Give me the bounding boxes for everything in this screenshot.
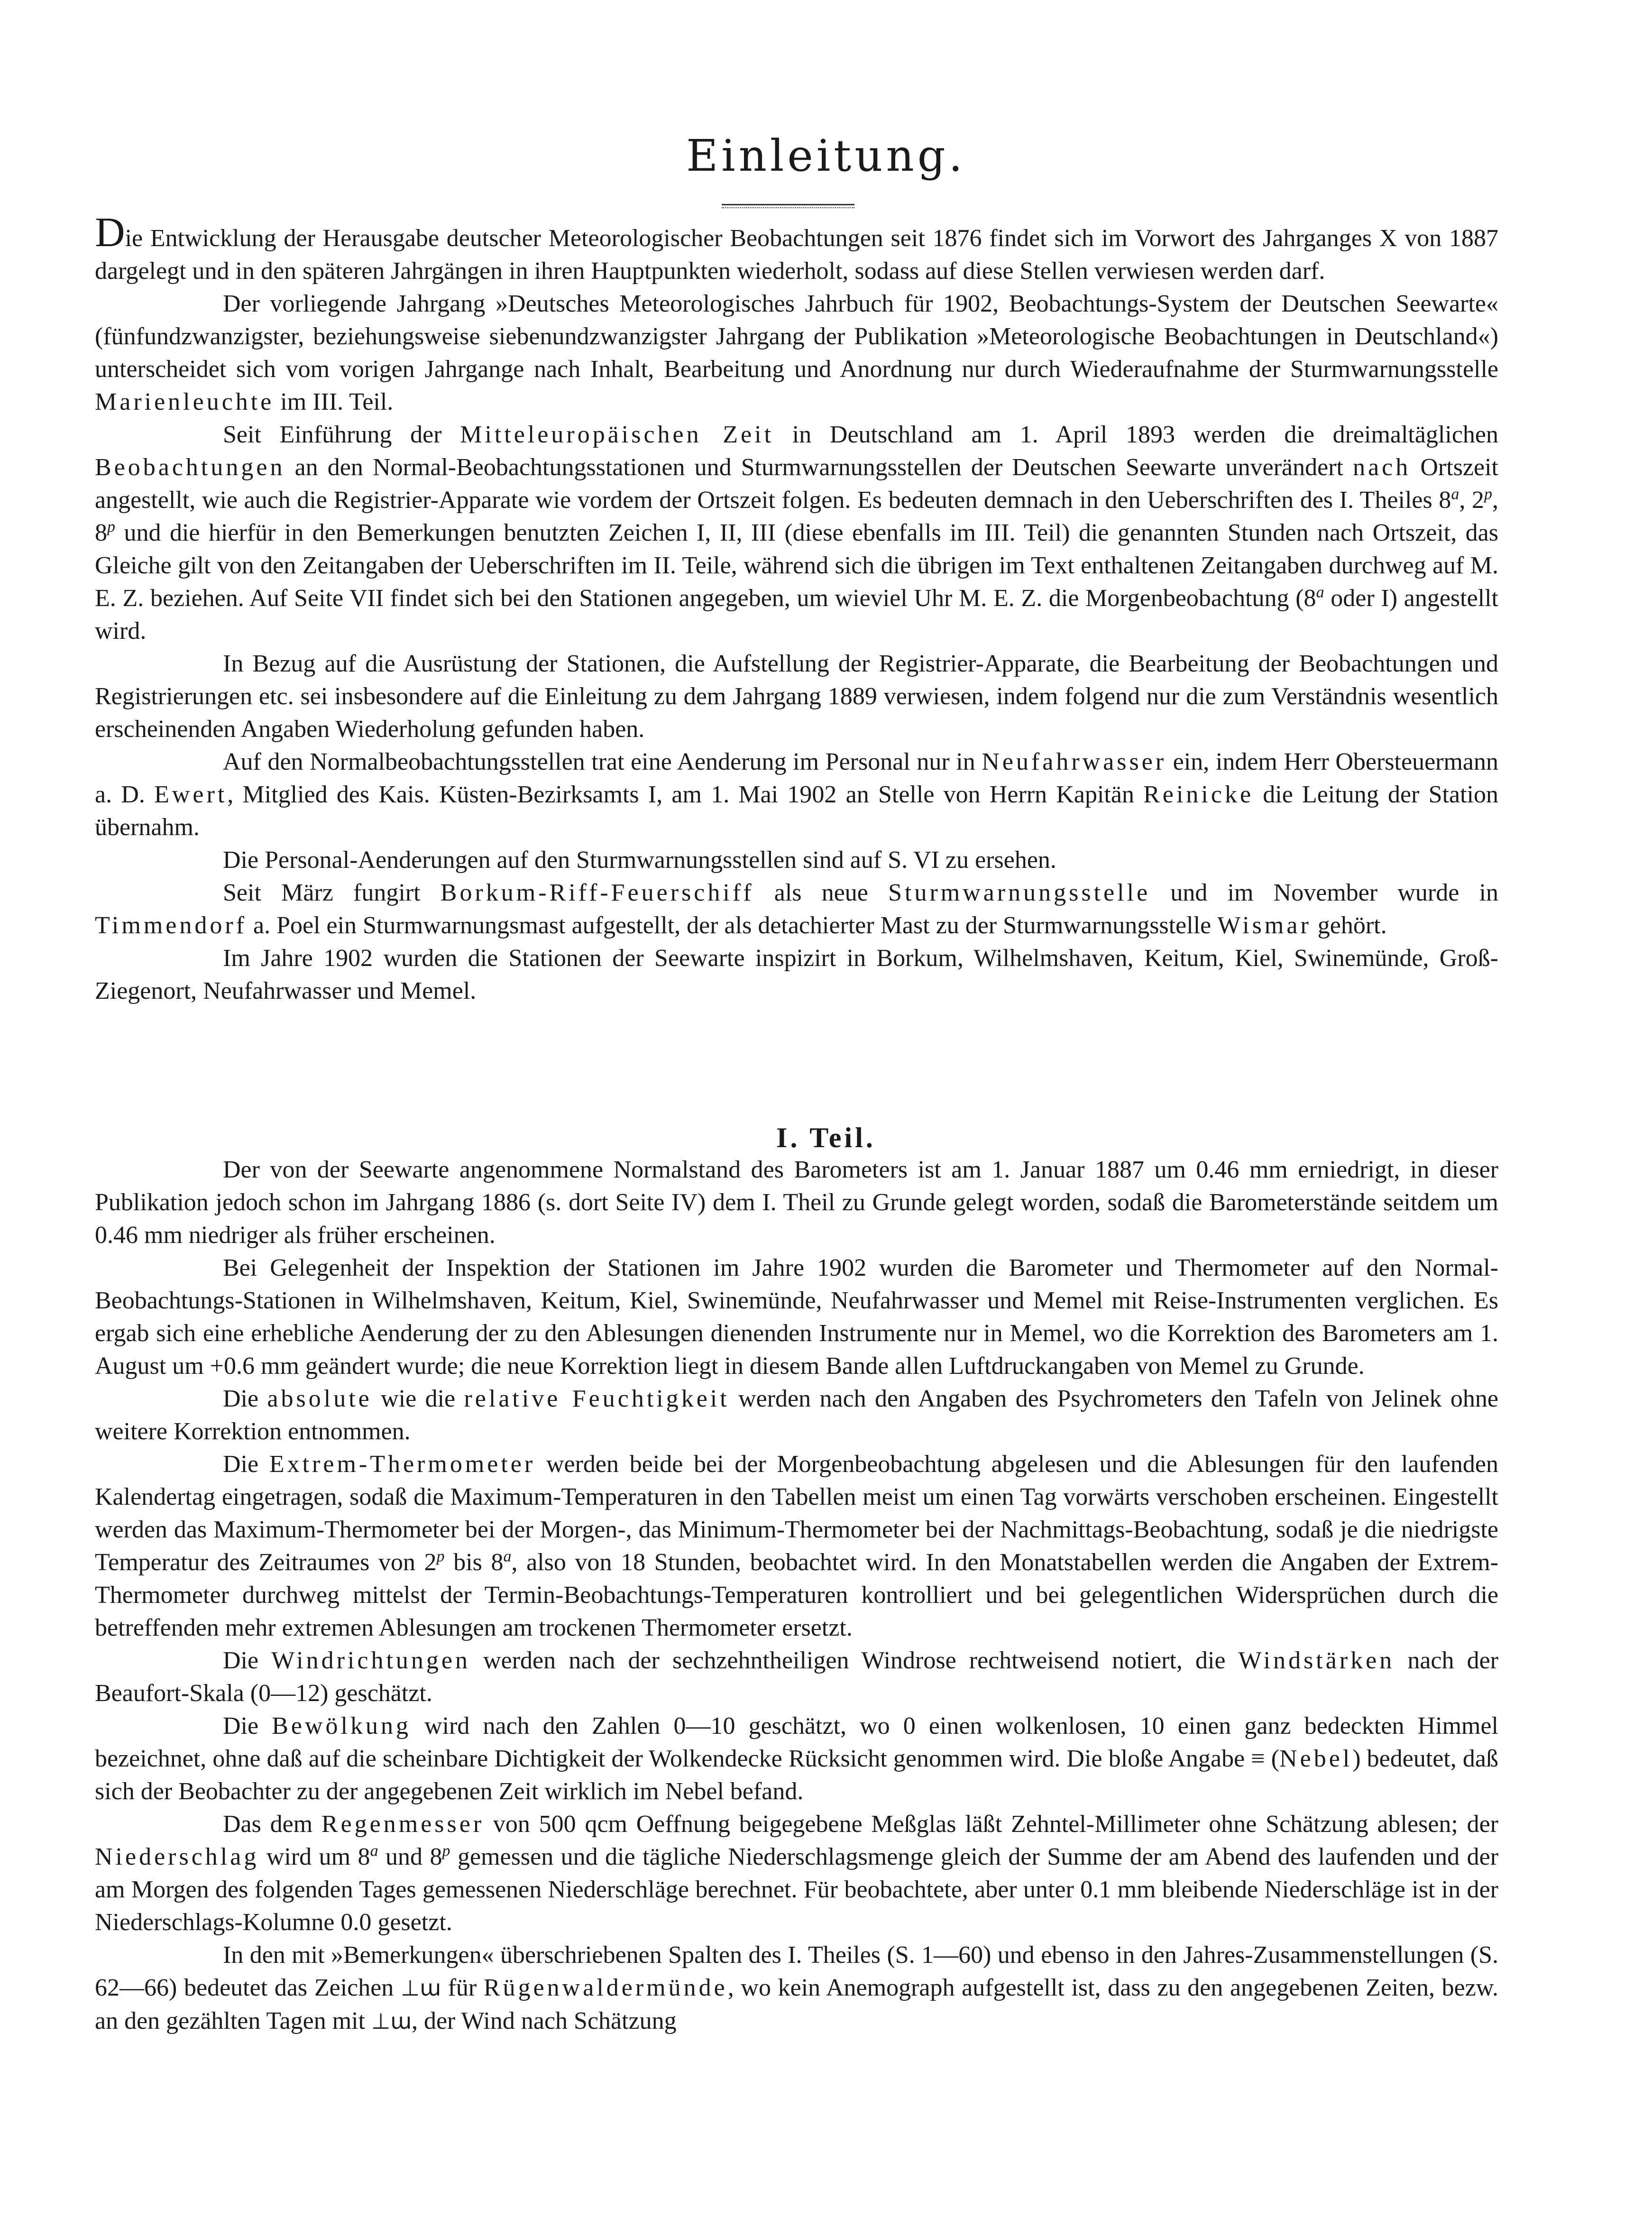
text-run: Mitteleuropäischen Zeit: [460, 421, 774, 448]
text-run: Seit Einführung der: [223, 421, 460, 448]
text-run: Marienleuchte: [95, 388, 275, 415]
text-run: wird nach den Zahlen 0—10 geschätzt, wo 0 einen wolkenlosen, 10 einen ganz bedeckten Himmel bezeichnet, ohne daß auf die scheinbare Dichtigkeit der Wolkendecke Rücksicht genommen wird. Die bloße Angabe ≡ (: [95, 1712, 1498, 1772]
text-run: In Bezug auf die Ausrüstung der Stationen, die Aufstellung der Registrier-Apparate, die Bearbeitung der Beobachtungen und Registrierungen etc. sei insbesondere auf die Einleitung zu dem Jahrgang 1889 verwiesen, indem folgend nur die zum Verständnis wesentlich erscheinenden Angaben Wiederholung gefunden haben.: [95, 650, 1498, 743]
text-run: p: [442, 1842, 450, 1860]
text-run: Windstärken: [1238, 1647, 1395, 1674]
text-run: wird um 8: [259, 1843, 370, 1870]
text-run: p: [1484, 485, 1493, 503]
text-run: Beobachtungen: [95, 454, 285, 481]
text-run: a: [503, 1547, 512, 1565]
text-run: Borkum-Riff-Feuerschiff: [440, 879, 754, 906]
text-run: Regenmesser: [321, 1811, 485, 1838]
text-run: , der Wind nach Schätzung: [411, 2007, 677, 2034]
section-heading: I. Teil.: [776, 1122, 876, 1153]
text-run: oder I) angestellt wird.: [95, 585, 1498, 644]
paragraph: [95, 287, 1498, 418]
text-run: absolute: [267, 1385, 372, 1412]
paragraph: [95, 876, 1498, 942]
text-run: Ewert: [154, 781, 228, 808]
text-run: a: [1316, 583, 1324, 601]
text-run: Die: [223, 1647, 272, 1674]
text-run: gemessen und die tägliche Niederschlagsmenge gleich der Summe der am Abend des laufenden und der am Morgen des folgenden Tages gemessenen Niederschläge berechnet. Für beobachtete, aber unter 0.1 mm bleibende Niederschläge ist in der Niederschlags-Kolumne 0.0 gesetzt.: [95, 1843, 1499, 1936]
text-run: Windrichtungen: [271, 1647, 470, 1674]
text-run: , wo kein Anemograph aufgestellt ist, dass zu den angegebenen Zeiten, bezw. an den gezählten Tagen mit: [95, 1974, 1499, 2034]
text-run: Die Personal-Aenderungen auf den Sturmwarnungsstellen sind auf S. VI zu ersehen.: [223, 847, 1056, 874]
text-run: wie die: [372, 1385, 464, 1412]
text-run: und die hierfür in den Bemerkungen benutzten Zeichen I, II, III (diese ebenfalls im III. Teil) die genannten Stunden nach Ortszeit, das Gleiche gilt von den Zeitangaben der Ueberschriften im II. Teile, während sich die übrigen im Text enthaltenen Zeitangaben durchweg auf M. E. Z. beziehen. Auf Seite VII findet sich bei den Stationen angegeben, um wieviel Uhr M. E. Z. die Morgenbeobachtung (8: [95, 519, 1498, 612]
text-run: gehört.: [1311, 912, 1387, 939]
text-run: werden beide bei der Morgenbeobachtung abgelesen und die Ablesungen für den laufenden Kalendertag eingetragen, sodaß die Maximum-Temperaturen in den Tabellen meist um einen Tag vorwärts verschoben erscheinen. Eingestellt werden das Maximum-Thermometer bei der Morgen-, das Minimum-Thermometer bei der Nachmittags-Beobachtung, sodaß je die niedrigste Temperatur des Zeitraumes von 2: [95, 1451, 1498, 1576]
title-ornament-rule: [722, 204, 854, 208]
paragraph: [95, 942, 1498, 1007]
text-run: werden nach der sechzehntheiligen Windrose rechtweisend notiert, die: [470, 1647, 1239, 1674]
paragraph: [95, 1939, 1498, 2038]
text-run: Rügenwaldermünde: [483, 1974, 728, 2001]
text-run: Nebel: [1279, 1745, 1353, 1772]
text-run: , Mitglied des Kais. Küsten-Bezirksamts I, am 1. Mai 1902 an Stelle von Herrn Kapitän: [227, 781, 1144, 808]
text-run: ) bedeutet, daß sich der Beobachter zu der angegebenen Zeit wirklich im Nebel befand.: [95, 1745, 1498, 1805]
teil-1-section: [95, 1153, 1498, 2038]
text-run: , 8: [95, 487, 1499, 546]
text-run: Bewölkung: [272, 1712, 411, 1739]
text-run: Das dem: [223, 1811, 321, 1838]
text-run: Der vorliegende Jahrgang »Deutsches Meteorologisches Jahrbuch für 1902, Beobachtungs-System der Deutschen Seewarte« (fünfundzwanzigster, beziehungsweise siebenundzwanzigster Jahrgang der Publikation »Meteorologische Beobachtungen in Deutschland«) unterscheidet sich vom vorigen Jahrgange nach Inhalt, Bearbeitung und Anordnung nur durch Wiederaufnahme der Sturmwarnungsstelle: [95, 290, 1498, 383]
paragraph: [95, 647, 1498, 745]
text-run: Wismar: [1217, 912, 1312, 939]
text-run: die Leitung der Station übernahm.: [95, 781, 1498, 841]
text-run: Neufahrwasser: [982, 748, 1167, 775]
paragraph: [95, 1448, 1498, 1644]
text-run: Sturmwarnungsstelle: [888, 879, 1151, 906]
text-run: Die: [223, 1451, 269, 1478]
text-run: bis 8: [444, 1549, 504, 1576]
text-run: nach: [1353, 454, 1411, 481]
paragraph: [95, 1153, 1498, 1251]
paragraph: [95, 745, 1498, 844]
paragraph: [95, 1382, 1498, 1448]
text-run: und im November wurde in: [1150, 879, 1498, 906]
text-run: Die: [223, 1712, 272, 1739]
text-run: von 500 qcm Oeffnung beigegebene Meßglas läßt Zehntel-Millimeter ohne Schätzung ablesen; der: [484, 1811, 1498, 1838]
paragraph: [95, 1644, 1498, 1710]
text-run: Extrem-Thermometer: [269, 1451, 536, 1478]
text-run: a: [1451, 485, 1459, 503]
page-title: Einleitung.: [686, 130, 966, 181]
text-run: und 8: [378, 1843, 442, 1870]
text-run: werden nach den Angaben des Psychrometers den Tafeln von Jelinek ohne weitere Korrektion entnommen.: [95, 1385, 1498, 1445]
paragraph: [95, 844, 1498, 876]
paragraph: [95, 418, 1498, 647]
paragraph: [95, 1710, 1498, 1808]
text-run: nach der Beaufort-Skala (0—12) geschätzt.: [95, 1647, 1498, 1707]
text-run: , 2: [1459, 487, 1485, 514]
text-run: Der von der Seewarte angenommene Normalstand des Barometers ist am 1. Januar 1887 um 0.46 mm erniedrigt, in dieser Publikation jedoch schon im Jahrgang 1886 (s. dort Seite IV) dem I. Theil zu Grunde gelegt worden, sodaß die Barometerstände seitdem um 0.46 mm niedriger als früher erscheinen.: [95, 1156, 1498, 1249]
text-run: für: [441, 1974, 484, 2001]
text-run: relative Feuchtigkeit: [464, 1385, 730, 1412]
text-run: Timmendorf: [95, 912, 247, 939]
text-run: an den Normal-Beobachtungsstationen und Sturmwarnungsstellen der Deutschen Seewarte unverändert: [285, 454, 1353, 481]
text-run: Ortszeit angestellt, wie auch die Registrier-Apparate wie vordem der Ortszeit folgen. Es bedeuten demnach in den Ueberschriften des I. Theiles 8: [95, 454, 1498, 514]
wind-symbol-icon: ⊥ɯ: [401, 1975, 441, 2001]
text-run: Die: [223, 1385, 267, 1412]
text-run: In den mit »Bemerkungen« überschriebenen Spalten des I. Theiles (S. 1—60) und ebenso in den Jahres-Zusammenstellungen (S. 62—66) bedeutet das Zeichen: [95, 1942, 1498, 2001]
text-run: Niederschlag: [95, 1843, 259, 1870]
intro-section: [95, 210, 1499, 1007]
paragraph: [95, 1251, 1498, 1382]
text-run: als neue: [754, 879, 889, 906]
text-run: in Deutschland am 1. April 1893 werden die dreimaltäglichen: [774, 421, 1498, 448]
text-run: ie Entwicklung der Herausgabe deutscher Meteorologischer Beobachtungen seit 1876 findet sich im Vorwort des Jahrganges X von 1887 dargelegt und in den späteren Jahrgängen in ihren Hauptpunkten wiederholt, sodass auf diese Stellen verwiesen werden darf.: [95, 225, 1498, 285]
paragraph: [95, 1808, 1498, 1939]
wind-symbol-icon: ⊥ɯ: [371, 2008, 412, 2034]
text-run: , also von 18 Stunden, beobachtet wird. In den Monatstabellen werden die Angaben der Extrem-Thermometer durchweg mittelst der Termin-Beobachtungs-Temperaturen kontrolliert und bei gelegentlichen Widersprüchen durch die betreffenden mehr extremen Ablesungen am trockenen Thermometer ersetzt.: [95, 1549, 1498, 1641]
text-run: a: [370, 1842, 378, 1860]
text-run: ein, indem Herr Obersteuermann a. D.: [95, 748, 1498, 808]
text-run: Reinicke: [1143, 781, 1254, 808]
text-run: p: [436, 1547, 445, 1565]
text-run: Auf den Normalbeobachtungsstellen trat eine Aenderung im Personal nur in: [223, 748, 982, 775]
text-run: p: [107, 518, 115, 536]
paragraph: [95, 210, 1498, 287]
text-run: Im Jahre 1902 wurden die Stationen der Seewarte inspizirt in Borkum, Wilhelmshaven, Keitum, Kiel, Swinemünde, Groß-Ziegenort, Neufahrwasser und Memel.: [95, 945, 1498, 1004]
text-run: Seit März fungirt: [223, 879, 441, 906]
text-run: Bei Gelegenheit der Inspektion der Stationen im Jahre 1902 wurden die Barometer und Thermometer auf den Normal-Beobachtungs-Stationen in Wilhelmshaven, Keitum, Kiel, Swinemünde, Neufahrwasser und Memel mit Reise-Instrumenten verglichen. Es ergab sich eine erhebliche Aenderung der zu den Ablesungen dienenden Instrumente nur in Memel, wo die Korrektion des Barometers am 1. August um +0.6 mm geändert wurde; die neue Korrektion liegt in diesem Bande allen Luftdruckangaben von Memel zu Grunde.: [95, 1254, 1498, 1380]
text-run: im III. Teil.: [274, 388, 394, 415]
text-run: a. Poel ein Sturmwarnungsmast aufgestellt, der als detachierter Mast zu der Sturmwarnungsstelle: [247, 912, 1218, 939]
text-run: D: [95, 210, 125, 256]
